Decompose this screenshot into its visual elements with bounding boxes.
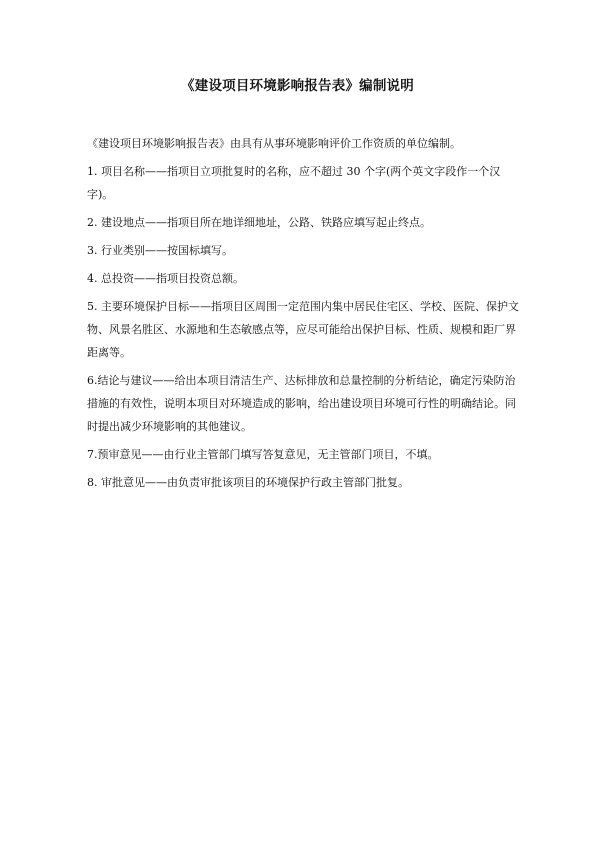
item-construction-location: 2. 建设地点——指项目所在地详细地址，公路、铁路应填写起止终点。 xyxy=(87,216,431,229)
item-pre-review-opinion: 7.预审意见——由行业主管部门填写答复意见，无主管部门项目，不填。 xyxy=(87,448,439,461)
item-conclusion-suggestions: 6.结论与建议——给出本项目清洁生产、达标排放和总量控制的分析结论，确定污染防治措施的有效性，说明本项目对环境造成的影响，给出建设项目环境可行性的明确结论。同时提出减少环境影响的其他建议。 xyxy=(87,374,516,433)
item-approval-opinion: 8. 审批意见——由负责审批该项目的环境保护行政主管部门批复。 xyxy=(87,476,409,489)
document-body xyxy=(87,132,522,499)
item-environment-protection-targets: 5. 主要环境保护目标——指项目区周围一定范围内集中居民住宅区、学校、医院、保护文物、风景名胜区、水源地和生态敏感点等，应尽可能给出保护目标、性质、规模和距厂界距离等。 xyxy=(87,300,519,359)
item-total-investment: 4. 总投资——指项目投资总额。 xyxy=(87,272,244,285)
item-project-name: 1. 项目名称——指项目立项批复时的名称，应不超过 30 个字(两个英文字段作一个汉字)。 xyxy=(87,165,501,201)
item-industry-category: 3. 行业类别——按国标填写。 xyxy=(87,244,233,257)
intro-paragraph: 《建设项目环境影响报告表》由具有从事环境影响评价工作资质的单位编制。 xyxy=(87,137,461,150)
document-title: 《建设项目环境影响报告表》编制说明 xyxy=(181,78,414,94)
